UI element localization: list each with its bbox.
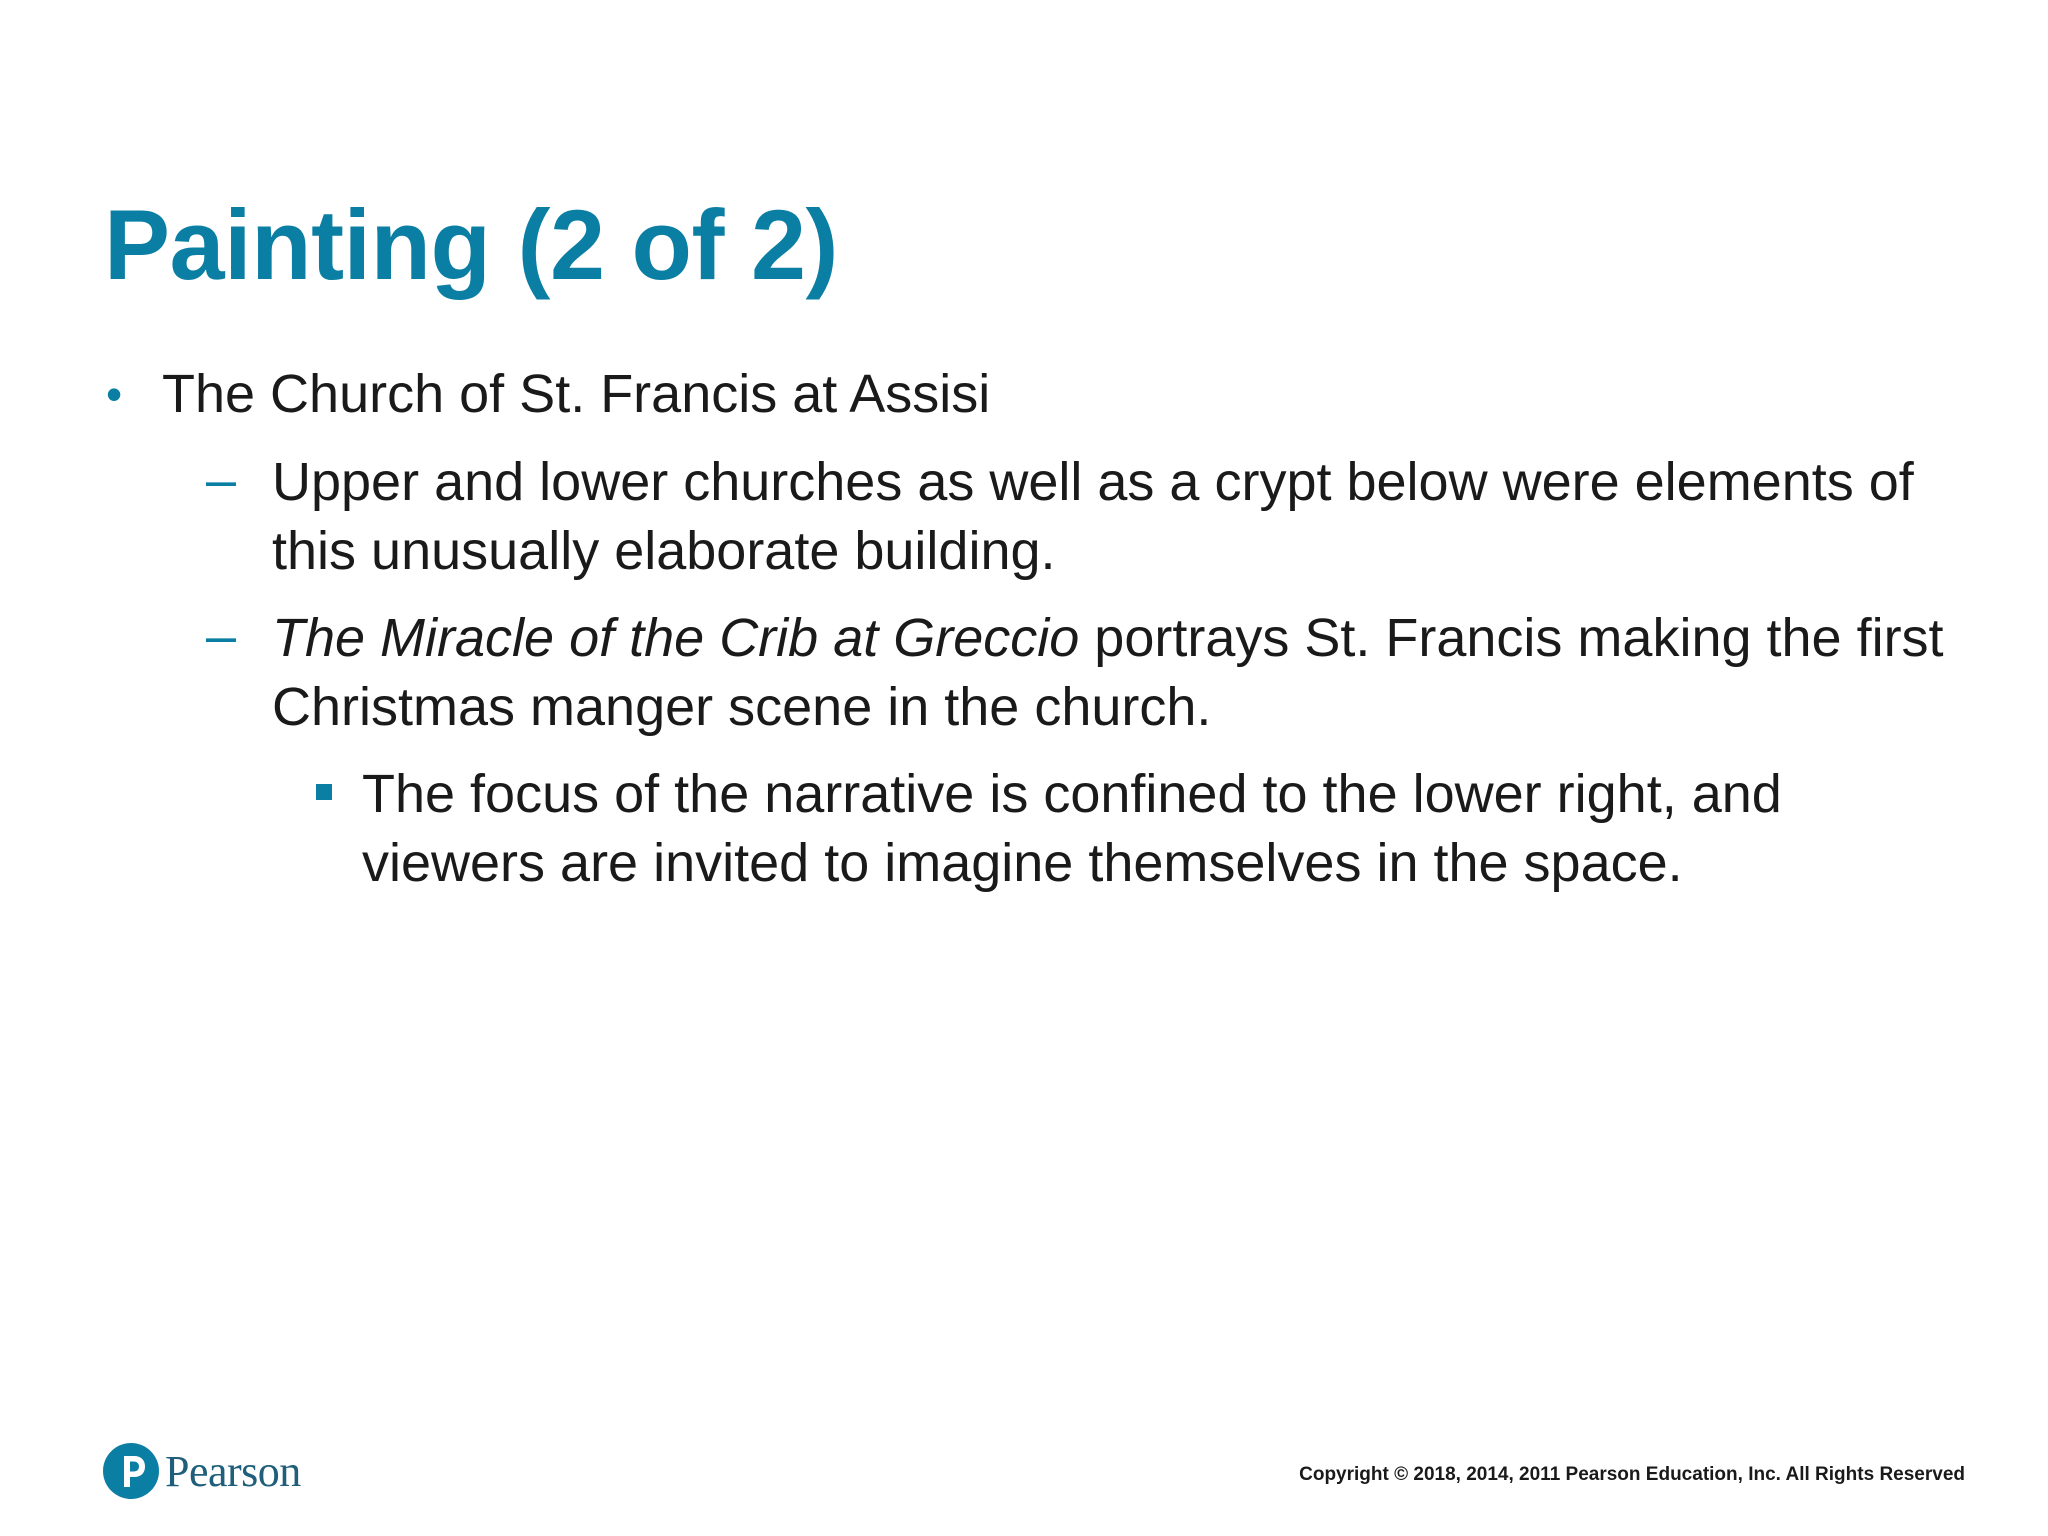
square-bullet-marker — [316, 784, 332, 800]
bullet-level3-focus-of-narrative: The focus of the narrative is confined to the lower right, and viewers are invited to imagine themselves in the space. — [362, 764, 1782, 893]
pearson-wordmark: Pearson — [165, 1446, 301, 1496]
bullet-level2-upper-lower-churches: Upper and lower churches as well as a crypt below were elements of this unusually elaborate building. — [272, 452, 1914, 581]
bullet-level2-miracle-of-crib — [272, 604, 1992, 742]
artwork-title: The Miracle of the Crib at Greccio — [272, 608, 1080, 668]
pearson-logo — [103, 1443, 301, 1499]
bullet-level1: The Church of St. Francis at Assisi — [162, 364, 991, 424]
dash-marker: – — [206, 606, 237, 666]
slide-title: Painting (2 of 2) — [104, 189, 838, 300]
copyright-notice: Copyright © 2018, 2014, 2011 Pearson Education, Inc. All Rights Reserved — [1299, 1464, 1965, 1485]
bullet-text: portrays St. Francis making the first Christmas manger scene in the church. — [272, 608, 1944, 737]
dash-marker: – — [206, 450, 237, 510]
pearson-logo-icon — [103, 1443, 159, 1499]
bullet-marker: • — [106, 368, 123, 420]
